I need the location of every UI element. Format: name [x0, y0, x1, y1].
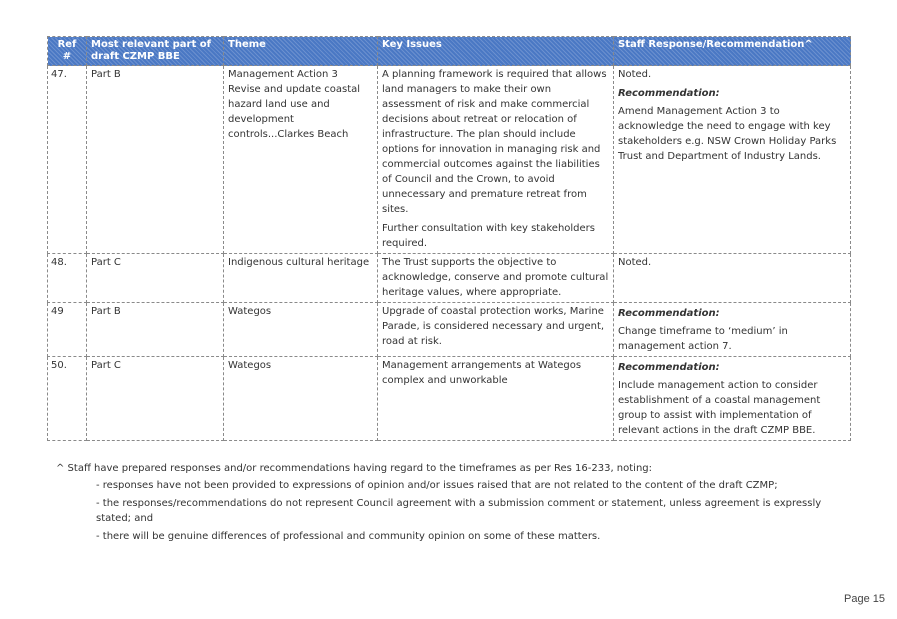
row-part: Part B — [87, 66, 224, 254]
row-ref: 49 — [48, 303, 87, 357]
table-row — [48, 303, 851, 357]
footnote-bullet: - there will be genuine differences of professional and community opinion on some of these matters. — [96, 531, 601, 542]
table-row — [48, 66, 851, 254]
recommendation-text: Change timeframe to ‘medium’ in management action 7. — [618, 326, 788, 352]
footnote-bullet: - responses have not been provided to expressions of opinion and/or issues raised that are not related to the content of the draft CZMP; — [96, 480, 778, 491]
footnote-bullet: - the responses/recommendations do not represent Council agreement with a submission comment or statement, unless agreement is expressly stated; and — [96, 498, 822, 524]
issue-paragraph: Further consultation with key stakeholders required. — [382, 223, 595, 249]
recommendation-text: Amend Management Action 3 to acknowledge the need to engage with key stakeholders e.g. NSW Crown Holiday Parks Trust and Department of Industry Lands. — [618, 106, 837, 162]
row-theme: Indigenous cultural heritage — [224, 254, 378, 303]
header-part: Most relevant part of draft CZMP BBE — [87, 37, 224, 66]
row-theme: Management Action 3 Revise and update coastal hazard land use and development controls...Clarkes Beach — [224, 66, 378, 254]
row-ref: 47. — [48, 66, 87, 254]
response-noted: Noted. — [618, 69, 652, 80]
issue-paragraph: A planning framework is required that allows land managers to make their own assessment of risk and make commercial decisions about retreat or relocation of infrastructure. The plan should include options for innovation in managing risk and commercial outcomes against the liabilities of Council and the Crown, to avoid unnecessary and premature retreat from sites. — [382, 69, 607, 215]
row-part: Part C — [87, 254, 224, 303]
row-key-issues — [378, 357, 614, 441]
row-key-issues — [378, 254, 614, 303]
recommendation-label: Recommendation: — [618, 88, 720, 99]
row-ref: 50. — [48, 357, 87, 441]
row-staff-response — [614, 66, 851, 254]
row-staff-response — [614, 303, 851, 357]
header-staff-response: Staff Response/Recommendation^ — [614, 37, 851, 66]
recommendation-label: Recommendation: — [618, 362, 720, 373]
row-staff-response — [614, 254, 851, 303]
recommendation-label: Recommendation: — [618, 308, 720, 319]
row-staff-response — [614, 357, 851, 441]
header-key-issues: Key Issues — [378, 37, 614, 66]
row-part: Part C — [87, 357, 224, 441]
row-part: Part B — [87, 303, 224, 357]
submissions-table — [47, 36, 851, 441]
footnote-intro: ^ Staff have prepared responses and/or recommendations having regard to the timeframes as per Res 16-233, noting: — [56, 463, 653, 474]
row-theme: Wategos — [224, 357, 378, 441]
row-theme: Wategos — [224, 303, 378, 357]
footnote — [56, 461, 846, 547]
row-key-issues — [378, 303, 614, 357]
header-theme: Theme — [224, 37, 378, 66]
header-ref: Ref # — [48, 37, 87, 66]
table-row — [48, 254, 851, 303]
response-noted: Noted. — [618, 257, 652, 268]
issue-paragraph: Management arrangements at Wategos complex and unworkable — [382, 360, 582, 386]
issue-paragraph: The Trust supports the objective to acknowledge, conserve and promote cultural heritage values, where appropriate. — [382, 257, 609, 298]
issue-paragraph: Upgrade of coastal protection works, Marine Parade, is considered necessary and urgent, road at risk. — [382, 306, 605, 347]
table-row — [48, 357, 851, 441]
table-header-row — [48, 37, 851, 66]
page-number: Page 15 — [844, 593, 885, 605]
row-ref: 48. — [48, 254, 87, 303]
recommendation-text: Include management action to consider establishment of a coastal management group to assist with implementation of relevant actions in the draft CZMP BBE. — [618, 380, 821, 436]
row-key-issues — [378, 66, 614, 254]
